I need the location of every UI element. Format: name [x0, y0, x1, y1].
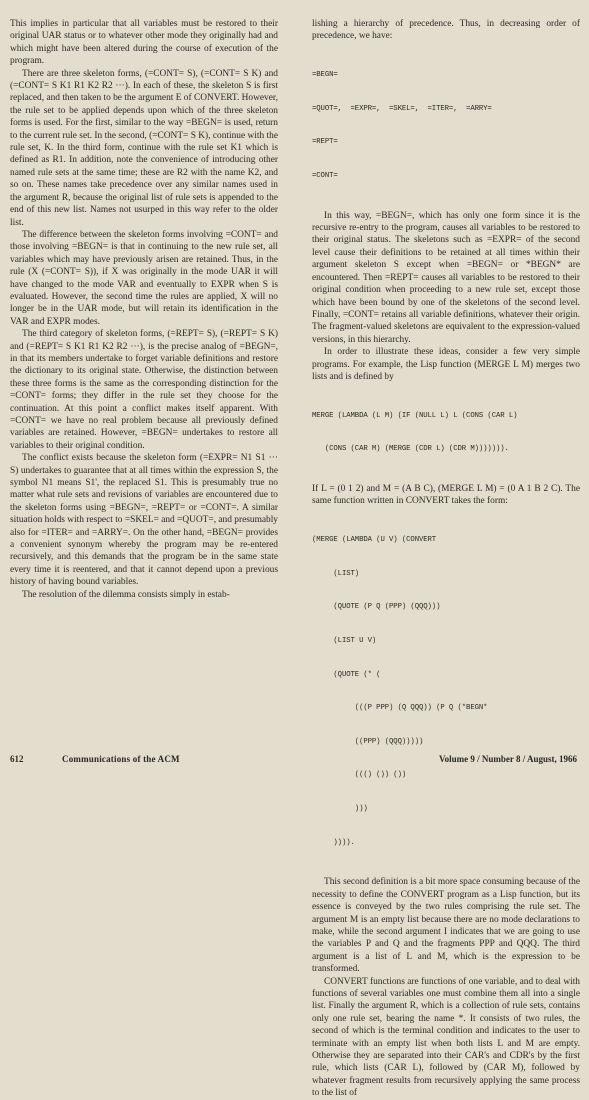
precedence-line: =CONT= — [312, 172, 338, 181]
code-line: (QUOTE (* ( — [312, 670, 381, 679]
precedence-line: =REPT= — [312, 138, 338, 147]
left-column — [10, 18, 278, 601]
precedence-line: =BEGN= — [312, 71, 338, 80]
paragraph: CONVERT functions are functions of one variable, and to deal with functions of several variables one must combine them all into a single list. Finally the argument R, which is a collection of rule sets, contains only one rule set, bearing the name *. It consists of two rules, the second of which is the terminal condition and indicates to the user to terminate with an empty list when both lists L and M are empty. Otherwise they are separated into their CAR's and CDR's by the first rule, which lists (CAR L), followed by (CAR M), followed by whatever fragment results from recursively applying the same process to the list of — [312, 976, 580, 1099]
paragraph: The difference between the skeleton forms involving =CONT= and those involving =BEGN= is that in continuing to the new rule set, all variables which may have previously arisen are retained. Thus, in the rule (X (=CONT= S)), if X was originally in the mode UAR it will have changed to the mode VAR and eventually to EXPR when S is evaluated. However, the second time the rules are applied, X will no longer be in the UAR mode, but will retain its identification in the VAR and EXPR modes. — [10, 229, 278, 327]
precedence-line: =QUOT=, =EXPR=, =SKEL=, =ITER=, =ARRY= — [312, 104, 492, 113]
page-number: 612 — [10, 754, 24, 764]
paragraph: In order to illustrate these ideas, consider a few very simple programs. For example, the Lisp function (MERGE L M) merges two lists and is defined by — [312, 347, 580, 382]
code-line: MERGE (LAMBDA (L M) (IF (NULL L) L (CONS (CAR L) — [312, 411, 518, 420]
paragraph: lishing a hierarchy of precedence. Thus, in decreasing order of precedence, we have: — [312, 19, 580, 42]
paragraph: The resolution of the dilemma consists simply in estab- — [22, 589, 230, 600]
precedence-list — [312, 48, 580, 205]
code-line: ((PPP) (QQQ))))) — [312, 737, 424, 746]
paragraph: There are three skeleton forms, (=CONT= S), (=CONT= S K) and (=CONT= S K1 R1 K2 R2 ···). In each of these, the skeleton S is first replaced, and then taken to be the argument E of CONVERT. However, the rule set to be applied depends upon which of the three skeleton forms is used. For the first, similar to the way =BEGN= is used, return to the current rule set. In the second, (=CONT= S K), continue with the rule set, K. In the third form, continue with the rule set K1 which is defined as R1. In addition, note the convenience of introducing other named rule sets at the same time; these are R2 with the name K2, and so on. These names take precedence over any similar names used in the argument R, because the original list of rule sets is appended to the end of this new list. Names not usurped in this way refer to the older list. — [10, 68, 278, 228]
code-line: (QUOTE (P Q (PPP) (QQQ))) — [312, 603, 441, 612]
code-line: ))) — [312, 805, 368, 814]
paragraph: If L = (0 1 2) and M = (A B C), (MERGE L M) = (0 A 1 B 2 C). The same function written in CONVERT takes the form: — [312, 483, 580, 507]
journal-name: Communications of the ACM — [62, 754, 180, 764]
code-line: (CONS (CAR M) (MERGE (CDR L) (CDR M))))))). — [312, 445, 509, 454]
paragraph: This second definition is a bit more space consuming because of the necessity to define the CONVERT program as a Lisp function, but its essence is conveyed by the two rules comprising the rule set. The argument M is an empty list because there are no mode declarations to make, while the second argument I indicates that we are going to use the variables P and Q and the fragments PPP and QQQ. The third argument is a list of L and M, which is the expression to be transformed. — [312, 877, 580, 975]
paragraph: The conflict exists because the skeleton form (=EXPR= N1 S1 ··· S) undertakes to guarantee that at all times within the expression S, the symbol N1 means S1', the replaced S1. This is presumably true no matter what rule sets and revisions of variables are encountered due to the skeleton forms using =BEGN=, =REPT= or =CONT=. A similar situation holds with respect to =SKEL= and =QUOT=, and presumably also for =ITER= and =ARRY=. On the other hand, =BEGN= provides a convenient synonym whereby the program may be re-entered recursively, and this demands that the program be in the same state every time it is reentered, and that it cannot depend upon a previous history of having bound variables. — [10, 453, 278, 588]
paragraph: The third category of skeleton forms, (=REPT= S), (=REPT= S K) and (=REPT= S K1 R1 K2 R2 ···), is the precise analog of =BEGN=, in that its members undertake to forget variable definitions and restore the dictionary to its original state. Otherwise, the distinction between these three forms is the same as the corresponding distinction for the =CONT= forms; they differ in the rule set they choose for the continuation. At this point a conflict makes itself apparent. With =CONT= we have no real problem because all previously defined variables are retained. However, =BEGN= undertakes to restore all variables to their original condition. — [10, 329, 278, 451]
paragraph: In this way, =BEGN=, which has only one form since it is the recursive re-entry to the program, causes all variables to be restored to their original status. The skeletons such as =EXPR= of the second level cause their definitions to be retained at all times within their argument skeleton S except when =BEGN= or *BEGN* are encountered. Then =REPT= causes all variables to be restored to their original condition when proceeding to a new rule set, except those which have been bound by one of the skeletons of the second level. Finally, =CONT= retains all variable definitions, whatever their origin. The fragment-valued skeletons are equivalent to the expression-valued versions, in this hierarchy. — [312, 210, 580, 345]
code-line: )))). — [312, 838, 355, 847]
lisp-merge-definition — [312, 388, 580, 478]
issue-info: Volume 9 / Number 8 / August, 1966 — [438, 754, 577, 764]
code-line: (LIST) — [312, 569, 360, 578]
code-line: (LIST U V) — [312, 637, 377, 646]
paragraph: This implies in particular that all variables must be restored to their original UAR status or to whatever other mode they originally had and which might have been altered during the course of execution of the program. — [10, 19, 278, 67]
code-line: (((P PPP) (Q QQQ)) (P Q (*BEGN* — [312, 704, 488, 713]
right-column — [312, 18, 580, 1100]
convert-code-block — [312, 513, 580, 872]
code-line: ((() ()) ()) — [312, 771, 407, 780]
code-line: (MERGE (LAMBDA (U V) (CONVERT — [312, 536, 437, 545]
